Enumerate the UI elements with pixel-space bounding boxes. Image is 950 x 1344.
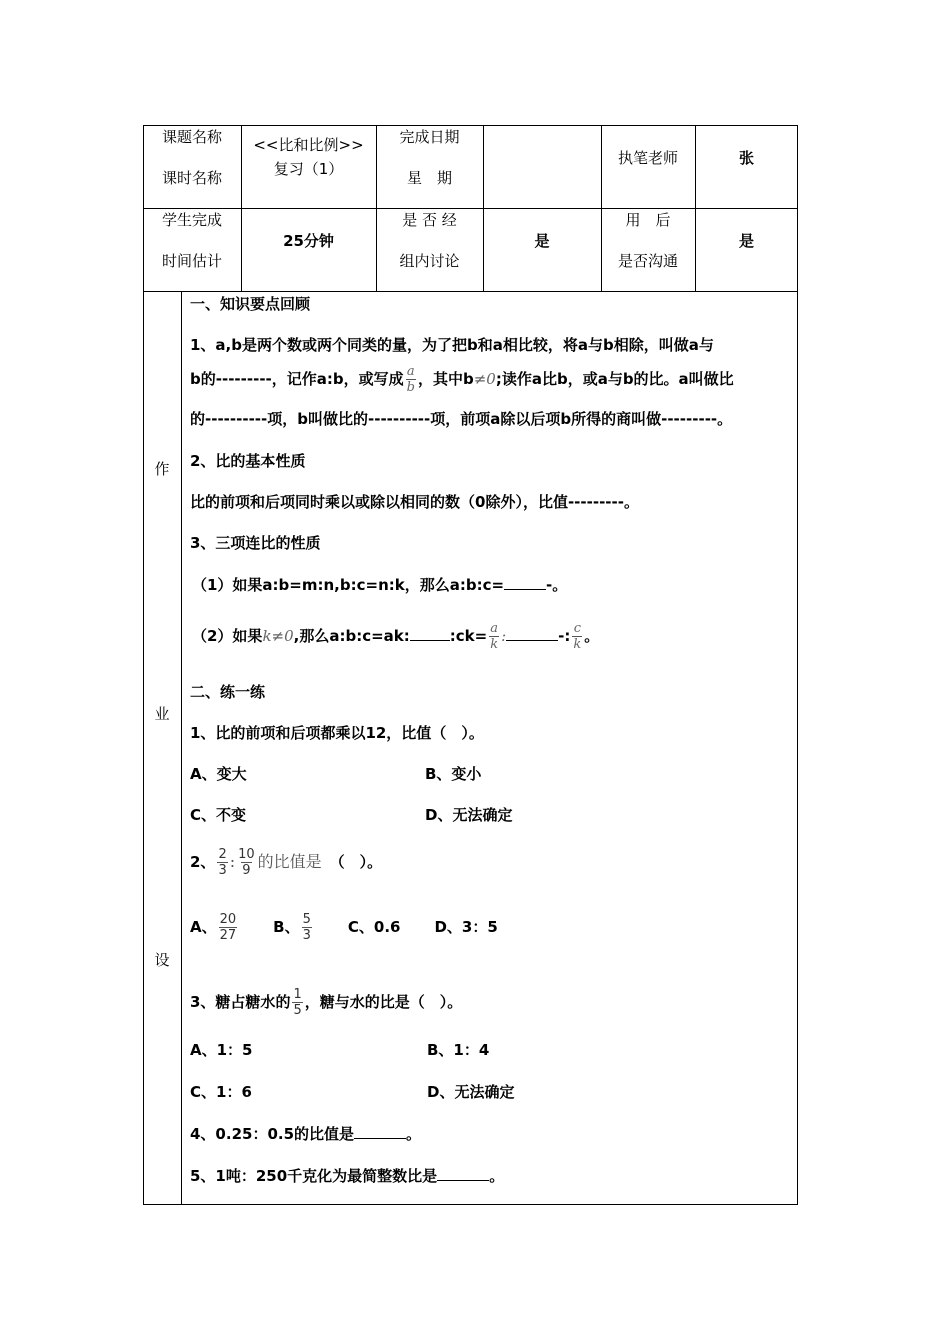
- col-divider: [181, 291, 182, 1205]
- side-label-char: 设: [154, 951, 170, 969]
- table-border-left: [143, 125, 144, 1205]
- lesson-title: <<比和比例>> 复习（1）: [253, 136, 364, 178]
- section-title: 一、知识要点回顾: [190, 295, 311, 313]
- fraction-10-9: $\frac{10}{9}$: [238, 847, 255, 878]
- answer-blank: [354, 1123, 406, 1139]
- answer-blank: [410, 625, 450, 641]
- knowledge-point-1-line-2: b的---------，记作a:b，或写成 $\frac{a}{b}$ ，其中b≠0;读作a比b，或a与b的比。a叫做比: [190, 364, 734, 395]
- question-1: 1、比的前项和后项都乘以12，比值（ ）。: [190, 724, 484, 742]
- knowledge-point-2-text: 比的前项和后项同时乘以或除以相同的数（0除外），比值---------。: [190, 493, 639, 511]
- question-1-option-b: B、变小: [425, 765, 482, 783]
- question-5: 5、1吨：250千克化为最简整数比是 。: [190, 1167, 505, 1185]
- fraction-a-over-k: $\frac{a}{k}$: [490, 621, 499, 652]
- fraction-a-over-b: $\frac{a}{b}$: [406, 364, 415, 395]
- question-1-option-d: D、无法确定: [425, 806, 513, 824]
- question-3-option-d: D、无法确定: [427, 1083, 515, 1101]
- col-divider: [483, 125, 484, 291]
- knowledge-point-3-1: （1）如果a:b=m:n,b:c=n:k，那么a:b:c= -。: [192, 576, 568, 594]
- knowledge-point-3-title: 3、三项连比的性质: [190, 534, 321, 552]
- row-divider: [143, 291, 798, 292]
- knowledge-point-1-line-3: 的----------项，b叫做比的----------项，前项a除以后项b所得的商叫做---------。: [190, 410, 733, 428]
- fraction-c-over-k: $\frac{c}{k}$: [573, 621, 582, 652]
- knowledge-point-3-2: （2）如果k≠0,那么a:b:c=ak: :ck= $\frac{a}{k}$ : -: $\frac{c}{k}$ 。: [192, 621, 600, 652]
- group-discussed-label: 是 否 经 组内讨论: [399, 211, 460, 270]
- question-3-option-a: A、1：5: [190, 1041, 253, 1059]
- side-label-char: 业: [154, 705, 170, 723]
- answer-blank: [437, 1165, 489, 1181]
- question-2-options: A、 $\frac{20}{27}$ B、 $\frac{5}{3}$ C、0.6 D、3：5: [190, 912, 498, 943]
- question-4: 4、0.25：0.5的比值是 。: [190, 1125, 422, 1143]
- answer-blank: [504, 574, 546, 590]
- answer-blank: [506, 625, 558, 641]
- author-teacher-value: 张: [738, 149, 754, 167]
- time-estimate-label: 学生完成 时间估计: [161, 211, 222, 270]
- section-title: 二、练一练: [190, 683, 266, 701]
- side-label-char: 作: [154, 460, 170, 478]
- question-1-option-c: C、不变: [190, 806, 247, 824]
- knowledge-point-1: 1、a,b是两个数或两个同类的量，为了把b和a相比较，将a与b相除，叫做a与: [190, 336, 714, 354]
- question-2: 2、 $\frac{2}{3}$ : $\frac{10}{9}$ 的比值是 （ ）。: [190, 847, 383, 878]
- knowledge-point-2-title: 2、比的基本性质: [190, 452, 306, 470]
- question-3-option-c: C、1：6: [190, 1083, 252, 1101]
- group-discussed-value: 是: [534, 232, 550, 250]
- worksheet-table: [143, 125, 798, 1205]
- fraction-1-5: $\frac{1}{5}$: [293, 987, 302, 1018]
- post-use-communication-value: 是: [738, 232, 754, 250]
- fraction-5-3: $\frac{5}{3}$: [302, 912, 311, 943]
- fraction-20-27: $\frac{20}{27}$: [219, 912, 237, 943]
- fraction-2-3: $\frac{2}{3}$: [218, 847, 227, 878]
- time-estimate-value: 25分钟: [283, 232, 334, 250]
- question-3-option-b: B、1：4: [427, 1041, 490, 1059]
- post-use-communication-label: 用 后 是否沟通: [617, 211, 678, 270]
- question-3: 3、糖占糖水的 $\frac{1}{5}$ ，糖与水的比是（ ）。: [190, 987, 463, 1018]
- author-teacher-label: 执笔老师: [617, 149, 678, 167]
- lesson-name-label: 课题名称 课时名称: [161, 128, 222, 187]
- table-border-right: [797, 125, 798, 1205]
- question-1-option-a: A、变大: [190, 765, 247, 783]
- completion-date-label: 完成日期 星 期: [399, 128, 460, 187]
- table-border-bottom: [143, 1204, 798, 1205]
